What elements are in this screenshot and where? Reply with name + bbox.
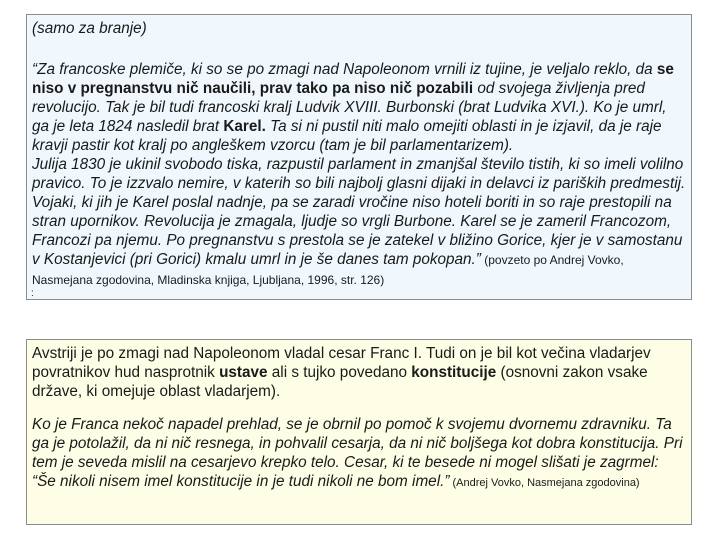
franc-text-1: Avstriji je po zmagi nad Napoleonom vladal cesar Franc I. Tudi on je bil kot večina vladarjev povratnikov hud nasprotnik <box>32 345 651 381</box>
stray-colon: : <box>31 288 34 299</box>
anecdote-source: (Andrej Vovko, Nasmejana zgodovina) <box>449 477 640 489</box>
bold-konstitucije: konstitucije <box>411 364 497 381</box>
reading-box-franc <box>26 339 692 525</box>
franc-text-2: ali s tujko povedano <box>267 364 412 381</box>
quote-text-4: Julija 1830 je ukinil svobodo tiska, razpustil parlament in zmanjšal število tistih, ki so imeli volilno pravico. To je izzvalo nemire, v katerih so bili najbolj glasni dijaki in delavci iz pariških predmestij. Vojaki, ki jih je Karel poslal nadnje, pa se zaradi vročine niso hoteli boriti in so raje prestopili na stran upornikov. Revolucija je zmagala, ljudje so vrgli Burbone. Karel se je zameril Francozom, Francozi pa njemu. Po pregnanstvu s prestola se je zatekel v bližino Gorice, kjer je v samostanu v Kostanjevici (pri Gorici) kmalu umrl in je še danes tam pokopan.” <box>32 156 686 268</box>
quote-bold-karel: Karel. <box>223 118 266 135</box>
quote-text-3: Ta si ni pustil niti malo omejiti oblasti in je izjavil, da je raje kravji pastir kot kralj po angleškem vzorcu (tam je bil parlamentarizem). <box>32 118 662 154</box>
quote-text-1: “Za francoske plemiče, ki so se po zmagi nad Napoleonom vrnili iz tujine, je veljalo reklo, da <box>32 61 657 78</box>
quote-text-2: od svojega življenja pred revolucijo. Tak je bil tudi francoski kralj Ludvik XVIII. Burbonski (brat Ludvika XVI.). Ko je umrl, ga je leta 1824 nasledil brat <box>32 80 667 135</box>
reading-box-charles <box>26 14 692 300</box>
reading-note: (samo za branje) <box>32 20 147 37</box>
anecdote-text: Ko je Franca nekoč napadel prehlad, se je obrnil po pomoč k svojemu dvornemu zdravniku. Ta ga je potolažil, da ni nič resnega, in pohvalil cesarja, da ni nič boljšega kot dobra konstitucija. Pri tem je seveda mislil na cesarjevo krepko telo. Cesar, ki te besede ni mogel slišati je zagrmel: <box>32 416 683 471</box>
quote-bold-phrase: se niso v pregnanstvu nič naučili, prav tako pa niso nič pozabili <box>32 61 674 97</box>
franc-intro <box>32 344 686 401</box>
bold-ustave: ustave <box>219 364 268 381</box>
franc-text-3: (osnovni zakon vsake države, ki omejuje oblast vladarjem). <box>32 364 648 400</box>
quote-source: (povzeto po Andrej Vovko, Nasmejana zgodovina, Mladinska knjiga, Ljubljana, 1996, str. 126) <box>32 253 624 287</box>
franc-anecdote <box>32 415 686 493</box>
emperor-quote: “Še nikoli nisem imel konstitucije in je tudi nikoli ne bom imel.” <box>32 473 450 490</box>
charles-quote <box>32 60 686 290</box>
